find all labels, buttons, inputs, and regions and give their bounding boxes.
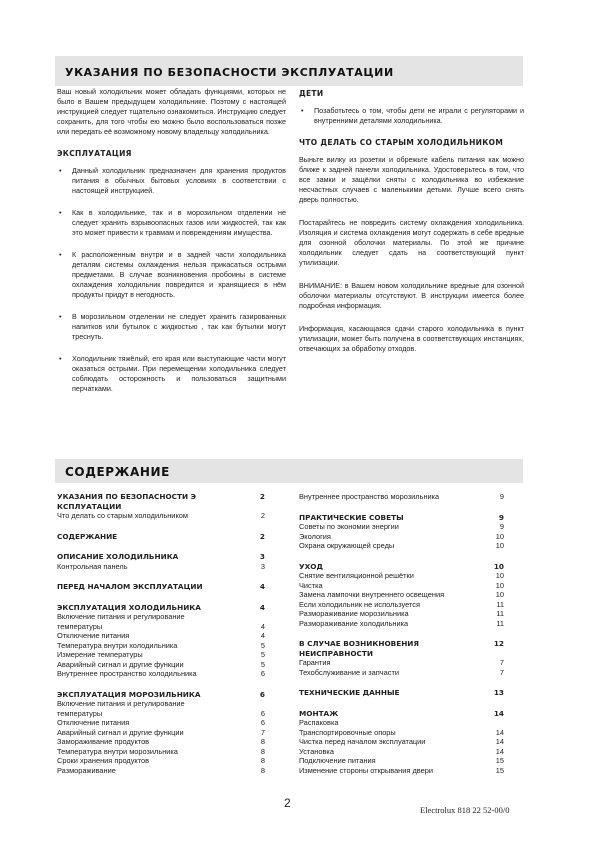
toc-entry-label: Аварийный сигнал и другие функции [57,727,184,737]
toc-section-heading[interactable] [57,492,265,511]
toc-section [57,552,265,571]
toc-entry-label: Отключение питания [57,631,130,640]
toc-heading-label: ЭКСПЛУАТАЦИЯ ХОЛОДИЛЬНИКА [57,602,201,612]
operation-heading: ЭКСПЛУАТАЦИЯ [57,149,132,158]
toc-title: СОДЕРЖАНИЕ [65,465,170,479]
toc-section-heading[interactable] [57,690,265,700]
toc-entry[interactable] [57,650,265,660]
toc-page-number: 2 [259,531,265,541]
toc-page-number: 15 [495,765,504,775]
toc-page-number: 8 [260,746,265,756]
toc-left-column [57,492,265,775]
toc-entry-label: Чистка перед началом эксплуатации [299,737,426,746]
toc-page-number: 7 [260,727,265,737]
toc-page-number [251,612,265,622]
toc-entry-label: Распаковка [299,718,339,727]
toc-page-number: 10 [495,541,504,550]
toc-entry[interactable] [299,658,504,668]
safety-header-band [55,56,523,86]
toc-entry[interactable] [299,728,504,738]
intro-paragraph: Ваш новый холодильник может обладать функциями, которых не было в Вашем предыдущем холодильнике. Поэтому с настоящей инструкцией следует тщательно ознакомиться. Инструкцию следует сохранить, для того чтобы ею можно было воспользоваться позже или передать её возможному новому владельцу холодильника. [57,87,286,136]
toc-entry[interactable] [299,747,504,757]
toc-page-number: 6 [259,689,265,699]
toc-page-number [251,699,265,709]
toc-page-number: 8 [260,756,265,765]
toc-section [299,688,504,698]
old-fridge-paragraph: Выньте вилку из розетки и обрежьте кабель питания как можно ближе к задней панели холодильника. Удостоверьтесь в том, что все замки и защёлки сняты с холодильника во избежание несчастных случаев с маленькими детьми. Лучше всего снять дверь полностью. [299,155,524,204]
toc-entry[interactable] [57,756,265,766]
toc-section-heading[interactable] [299,709,504,719]
toc-section-heading[interactable] [299,639,504,658]
toc-entry[interactable] [57,622,265,632]
toc-page-number: 4 [260,631,265,640]
toc-header-band [55,459,523,483]
toc-entry[interactable] [57,728,265,738]
footer-model-code: Electrolux 818 22 52-00/0 [420,805,510,815]
toc-entry[interactable] [57,669,265,679]
toc-entry-label: температуры [57,708,103,718]
toc-heading-label: МОНТАЖ [299,708,339,718]
toc-entry[interactable] [299,766,504,776]
page-number: 2 [284,796,291,810]
list-item: • Холодильник тяжёлый, его края или выступающие части могут оказаться острыми. При перемещении холодильника следует соблюдать осторожность и пользоваться защитными перчатками. [57,354,286,394]
toc-page-number: 11 [496,609,504,618]
toc-page-number: 2 [260,511,265,520]
toc-entry-label: Если холодильник не используется [299,599,421,609]
toc-heading-label: ОПИСАНИЕ ХОЛОДИЛЬНИКА [57,552,179,561]
toc-page-number: 10 [495,590,504,599]
toc-page-number: 10 [495,580,504,590]
toc-entry-label: Температура внутри холодильника [57,640,178,650]
toc-entry[interactable] [299,718,504,728]
toc-entry[interactable] [299,492,504,502]
toc-page-number: 10 [495,531,504,541]
toc-heading-label: ПРАКТИЧЕСКИЕ СОВЕТЫ [299,512,404,522]
toc-page-number: 15 [495,756,504,765]
toc-entry-label: Экология [299,531,331,541]
toc-page-number: 4 [259,582,265,591]
toc-entry[interactable] [57,747,265,757]
toc-entry[interactable] [299,522,504,532]
toc-entry[interactable] [57,718,265,728]
toc-section-heading[interactable] [57,552,265,562]
toc-section-heading[interactable] [299,688,504,698]
toc-entry[interactable] [299,619,504,629]
toc-entry-label: Контрольная панель [57,561,128,571]
toc-section-heading[interactable] [299,513,504,523]
toc-entry-label: Установка [299,746,334,756]
toc-heading-label: ЭКСПЛУАТАЦИЯ МОРОЗИЛЬНИКА [57,689,201,699]
toc-entry-label: Температура внутри морозильника [57,746,178,756]
toc-page-number: 5 [260,650,265,659]
toc-heading-label: В СЛУЧАЕ ВОЗНИКНОВЕНИЯ НЕИСПРАВНОСТИ [299,639,420,658]
list-item: • Позаботьтесь о том, чтобы дети не играли с регуляторами и внутренними деталями холодильника. [299,106,524,126]
toc-page-number: 14 [495,746,504,756]
toc-section [299,709,504,776]
toc-entry[interactable] [57,612,265,622]
toc-entry-label: Снятие вентиляционной решётки [299,571,414,580]
toc-section [57,582,265,592]
toc-entry[interactable] [299,756,504,766]
toc-entry-label: Аварийный сигнал и другие функции [57,659,184,669]
toc-page-number: 4 [259,602,265,612]
toc-page-number: 9 [499,492,504,501]
safety-title: УКАЗАНИЯ ПО БЕЗОПАСНОСТИ ЭКСПЛУАТАЦИИ [65,66,394,79]
toc-section-heading[interactable] [299,562,504,572]
old-fridge-paragraph: Информация, касающаяся сдачи старого холодильника в пункт утилизации, может быть получена в соответствующих инстанциях, отвечающих за обработку отходов. [299,324,524,353]
toc-section [57,492,265,521]
toc-page-number: 7 [499,667,504,677]
toc-page-number: 8 [260,737,265,746]
children-heading: ДЕТИ [299,89,324,98]
toc-entry[interactable] [57,631,265,641]
toc-page-number: 9 [499,522,504,531]
toc-section [299,513,504,551]
toc-entry[interactable] [299,668,504,678]
toc-heading-label: УХОД [299,561,323,571]
toc-page-number: 12 [493,639,504,648]
toc-entry[interactable] [299,737,504,747]
toc-entry[interactable] [299,541,504,551]
list-item: • В морозильном отделении не следует хранить газированных напитков или бутылок с жидкостью , так как бутылки могут треснуть. [57,312,286,342]
toc-page-number: 3 [260,561,265,571]
toc-entry-label: Измерение температуры [57,650,143,659]
toc-entry-label: Внутреннее пространство морозильника [299,492,440,501]
safety-left-column [57,87,286,406]
toc-entry-label: Что делать со старым холодильником [57,511,188,520]
toc-section [299,562,504,629]
toc-entry-label: Включение питания и регулирование [57,699,185,708]
toc-page-number: 10 [493,561,504,571]
toc-entry[interactable] [57,699,265,709]
toc-section [57,532,265,542]
toc-entry[interactable] [299,609,504,619]
toc-entry[interactable] [57,709,265,719]
toc-entry-label: Сроки хранения продуктов [57,756,150,765]
list-item: • К расположенным внутри и в задней части холодильника деталям системы охлаждения нельзя прикасаться острыми предметами. В случае возникновения пробоины в системе охлаждения холодильник повредится и хранящиеся в нём продукты придут в негодность. [57,250,286,300]
toc-page-number: 2 [259,492,265,501]
toc-section [299,492,504,502]
old-fridge-heading: ЧТО ДЕЛАТЬ СО СТАРЫМ ХОЛОДИЛЬНИКОМ [299,138,504,147]
toc-entry[interactable] [57,737,265,747]
children-list [299,106,524,126]
toc-entry[interactable] [299,532,504,542]
safety-right-column [299,87,524,360]
toc-heading-label: ПЕРЕД НАЧАЛОМ ЭКСПЛУАТАЦИИ [57,582,203,591]
toc-right-column [299,492,504,775]
toc-entry-label: Изменение стороны открывания двери [299,765,433,775]
toc-heading-label: УКАЗАНИЯ ПО БЕЗОПАСНОСТИ Э КСПЛУАТАЦИИ [57,492,196,511]
toc-entry-label: Гарантия [299,658,331,667]
toc-page-number: 5 [260,640,265,650]
toc-heading-label: СОДЕРЖАНИЕ [57,531,118,541]
toc-section-heading[interactable] [57,603,265,613]
toc-entry[interactable] [299,590,504,600]
toc-page-number: 9 [498,512,504,522]
toc-page-number: 14 [495,737,504,746]
toc-page-number: 8 [260,765,265,775]
list-item: • Данный холодильник предназначен для хранения продуктов питания в обычных бытовых условиях в соответствии с настоящей инструкцией. [57,166,286,196]
toc-page-number: 5 [260,659,265,669]
toc-entry[interactable] [57,511,265,521]
toc-section-heading[interactable] [57,532,265,542]
toc-entry[interactable] [299,571,504,581]
toc-entry-label: Включение питания и регулирование [57,612,185,621]
toc-entry[interactable] [57,641,265,651]
toc-entry-label: Советы по экономии энергии [299,522,399,531]
toc-page-number [490,718,504,728]
toc-page-number: 11 [496,599,504,609]
toc-page-number: 7 [499,658,504,667]
toc-entry[interactable] [57,660,265,670]
toc-entry-label: Техобслуживание и запчасти [299,667,399,677]
old-fridge-paragraph: Постарайтесь не повредить систему охлаждения холодильника. Изоляция и система охлаждения могут содержать в себе вредные для озонной оболочки материалы. По этой же причине холодильник следует сдать на соответствующий пункт утилизации. [299,218,524,267]
toc-page-number: 6 [260,708,265,718]
toc-page-number: 11 [496,618,504,628]
toc-entry-label: Транспортировочные опоры [299,727,396,737]
toc-section-heading[interactable] [57,582,265,592]
toc-page-number: 10 [495,571,504,580]
toc-page-number: 14 [493,708,504,718]
toc-entry-label: Размораживание [57,765,116,775]
toc-section [299,639,504,677]
toc-section [57,690,265,776]
toc-page-number: 3 [259,552,265,561]
toc-entry[interactable] [57,562,265,572]
toc-page-number: 14 [495,727,504,737]
toc-entry-label: Замораживание продуктов [57,737,150,746]
list-item: • Как в холодильнике, так и в морозильном отделении не следует хранить взрывоопасных газов или жидкостей, так как это может привести к травмам и повреждениям имущества. [57,208,286,238]
toc-entry-label: Размораживание морозильника [299,609,409,618]
toc-entry-label: Внутреннее пространство холодильника [57,669,197,678]
toc-page-number: 4 [260,621,265,631]
toc-entry-label: Охрана окружающей среды [299,541,395,550]
toc-page-number: 6 [260,669,265,678]
toc-entry-label: Подключение питания [299,756,376,765]
toc-page-number: 13 [493,688,504,697]
toc-section [57,603,265,679]
toc-heading-label: ТЕХНИЧЕСКИЕ ДАННЫЕ [299,688,400,697]
toc-entry-label: Размораживание холодильника [299,618,409,628]
toc-entry[interactable] [299,600,504,610]
toc-entry[interactable] [299,581,504,591]
toc-entry[interactable] [57,766,265,776]
toc-entry-label: Отключение питания [57,718,130,727]
toc-page-number: 6 [260,718,265,727]
operation-list [57,166,286,394]
toc-entry-label: температуры [57,621,103,631]
old-fridge-paragraph: ВНИМАНИЕ: в Вашем новом холодильнике вредные для озонной оболочки материалы отсутствуют. В инструкции имеется более подробная информация. [299,281,524,310]
toc-entry-label: Замена лампочки внутреннего освещения [299,590,445,599]
toc-entry-label: Чистка [299,580,323,590]
